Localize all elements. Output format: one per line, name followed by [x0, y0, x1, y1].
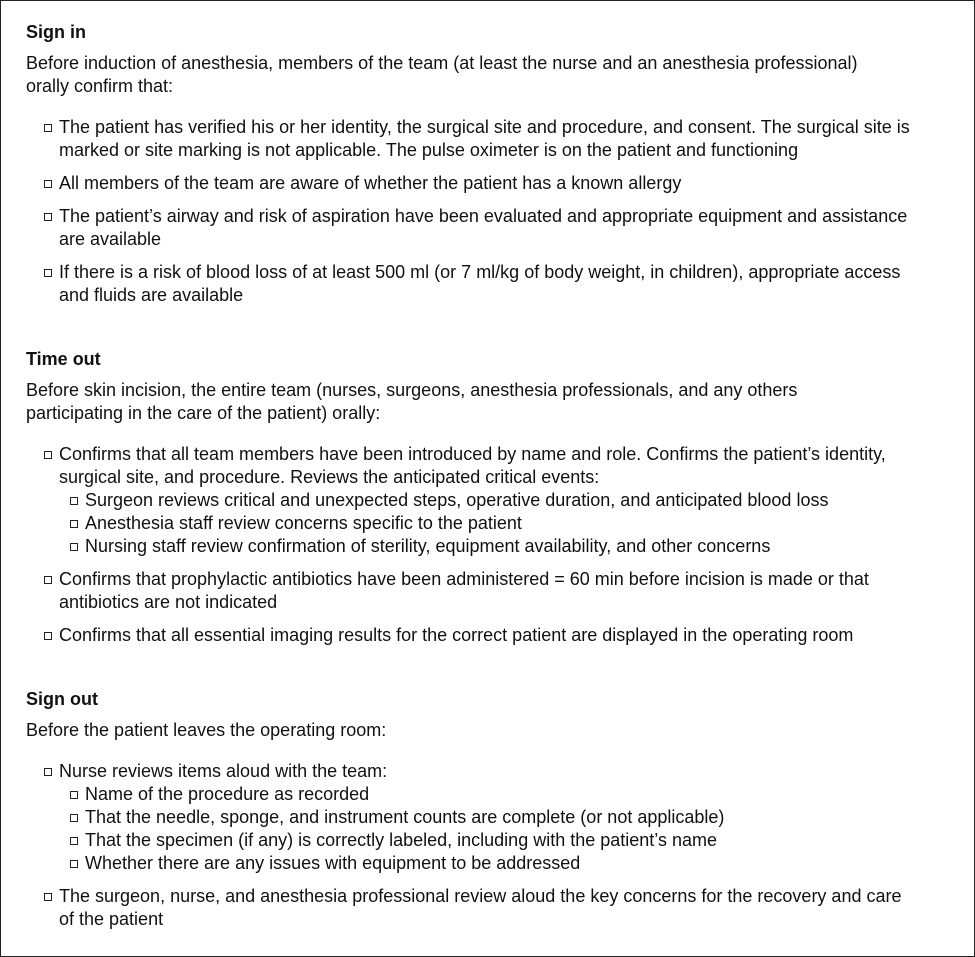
- checkbox-icon[interactable]: [70, 543, 78, 551]
- checklist-item: All members of the team are aware of whether the patient has a known allergy: [44, 172, 954, 195]
- sub-checklist-item: Name of the procedure as recorded: [70, 783, 954, 806]
- checklist-item: The patient’s airway and risk of aspiration have been evaluated and appropriate equipment and assistance are available: [44, 205, 954, 251]
- section-time-out: [26, 348, 954, 657]
- section-title: Time out: [26, 349, 101, 369]
- checkbox-icon[interactable]: [70, 520, 78, 528]
- checklist: [26, 443, 954, 647]
- checkbox-icon[interactable]: [44, 269, 52, 277]
- checkbox-icon[interactable]: [44, 632, 52, 640]
- checklist-item: If there is a risk of blood loss of at least 500 ml (or 7 ml/kg of body weight, in children), appropriate access and fluids are available: [44, 261, 954, 307]
- checkbox-icon[interactable]: [44, 768, 52, 776]
- section-title: Sign in: [26, 22, 86, 42]
- sub-checklist-item: That the needle, sponge, and instrument counts are complete (or not applicable): [70, 806, 954, 829]
- section-intro: Before skin incision, the entire team (nurses, surgeons, anesthesia professionals, and any others participating in the care of the patient) orally:: [26, 380, 798, 423]
- sub-checklist-item: Nursing staff review confirmation of sterility, equipment availability, and other concerns: [70, 535, 954, 558]
- section-sign-out: [26, 688, 954, 941]
- checkbox-icon[interactable]: [44, 893, 52, 901]
- checklist-item: Nurse reviews items aloud with the team: Name of the procedure as recorded That the needle, sponge, and instrument counts are complete (or not applicable) That the specimen (if any) is correctly labeled, including with the patient’s name Whether there are any issues with equipment to be addressed: [44, 760, 954, 875]
- section-title: Sign out: [26, 689, 98, 709]
- checklist-item: Confirms that all team members have been introduced by name and role. Confirms the patient’s identity, surgical site, and procedure. Reviews the anticipated critical events: Surgeon reviews critical and unexpected steps, operative duration, and anticipated blood loss Anesthesia staff review concerns specific to the patient Nursing staff review confirmation of sterility, equipment availability, and other concerns: [44, 443, 954, 558]
- checkbox-icon[interactable]: [44, 576, 52, 584]
- checklist-item: The surgeon, nurse, and anesthesia professional review aloud the key concerns for the recovery and care of the patient: [44, 885, 954, 931]
- sub-checklist-item: That the specimen (if any) is correctly labeled, including with the patient’s name: [70, 829, 954, 852]
- checkbox-icon[interactable]: [70, 497, 78, 505]
- checkbox-icon[interactable]: [70, 791, 78, 799]
- checkbox-icon[interactable]: [44, 180, 52, 188]
- section-intro: Before induction of anesthesia, members of the team (at least the nurse and an anesthesia professional) orally confirm that:: [26, 53, 858, 96]
- checkbox-icon[interactable]: [70, 860, 78, 868]
- checklist-item: Confirms that prophylactic antibiotics have been administered = 60 min before incision is made or that antibiotics are not indicated: [44, 568, 954, 614]
- checkbox-icon[interactable]: [44, 213, 52, 221]
- checklist: [26, 116, 954, 307]
- checklist-item: The patient has verified his or her identity, the surgical site and procedure, and consent. The surgical site is marked or site marking is not applicable. The pulse oximeter is on the patient and functioning: [44, 116, 954, 162]
- section-sign-in: [26, 21, 954, 317]
- checklist-item: Confirms that all essential imaging results for the correct patient are displayed in the operating room: [44, 624, 954, 647]
- checkbox-icon[interactable]: [44, 451, 52, 459]
- checkbox-icon[interactable]: [44, 124, 52, 132]
- sub-checklist-item: Anesthesia staff review concerns specific to the patient: [70, 512, 954, 535]
- sub-checklist: [59, 783, 954, 875]
- checklist: [26, 760, 954, 931]
- sub-checklist: [59, 489, 954, 558]
- checkbox-icon[interactable]: [70, 837, 78, 845]
- sub-checklist-item: Whether there are any issues with equipment to be addressed: [70, 852, 954, 875]
- checkbox-icon[interactable]: [70, 814, 78, 822]
- section-intro: Before the patient leaves the operating room:: [26, 720, 387, 740]
- sub-checklist-item: Surgeon reviews critical and unexpected steps, operative duration, and anticipated blood loss: [70, 489, 954, 512]
